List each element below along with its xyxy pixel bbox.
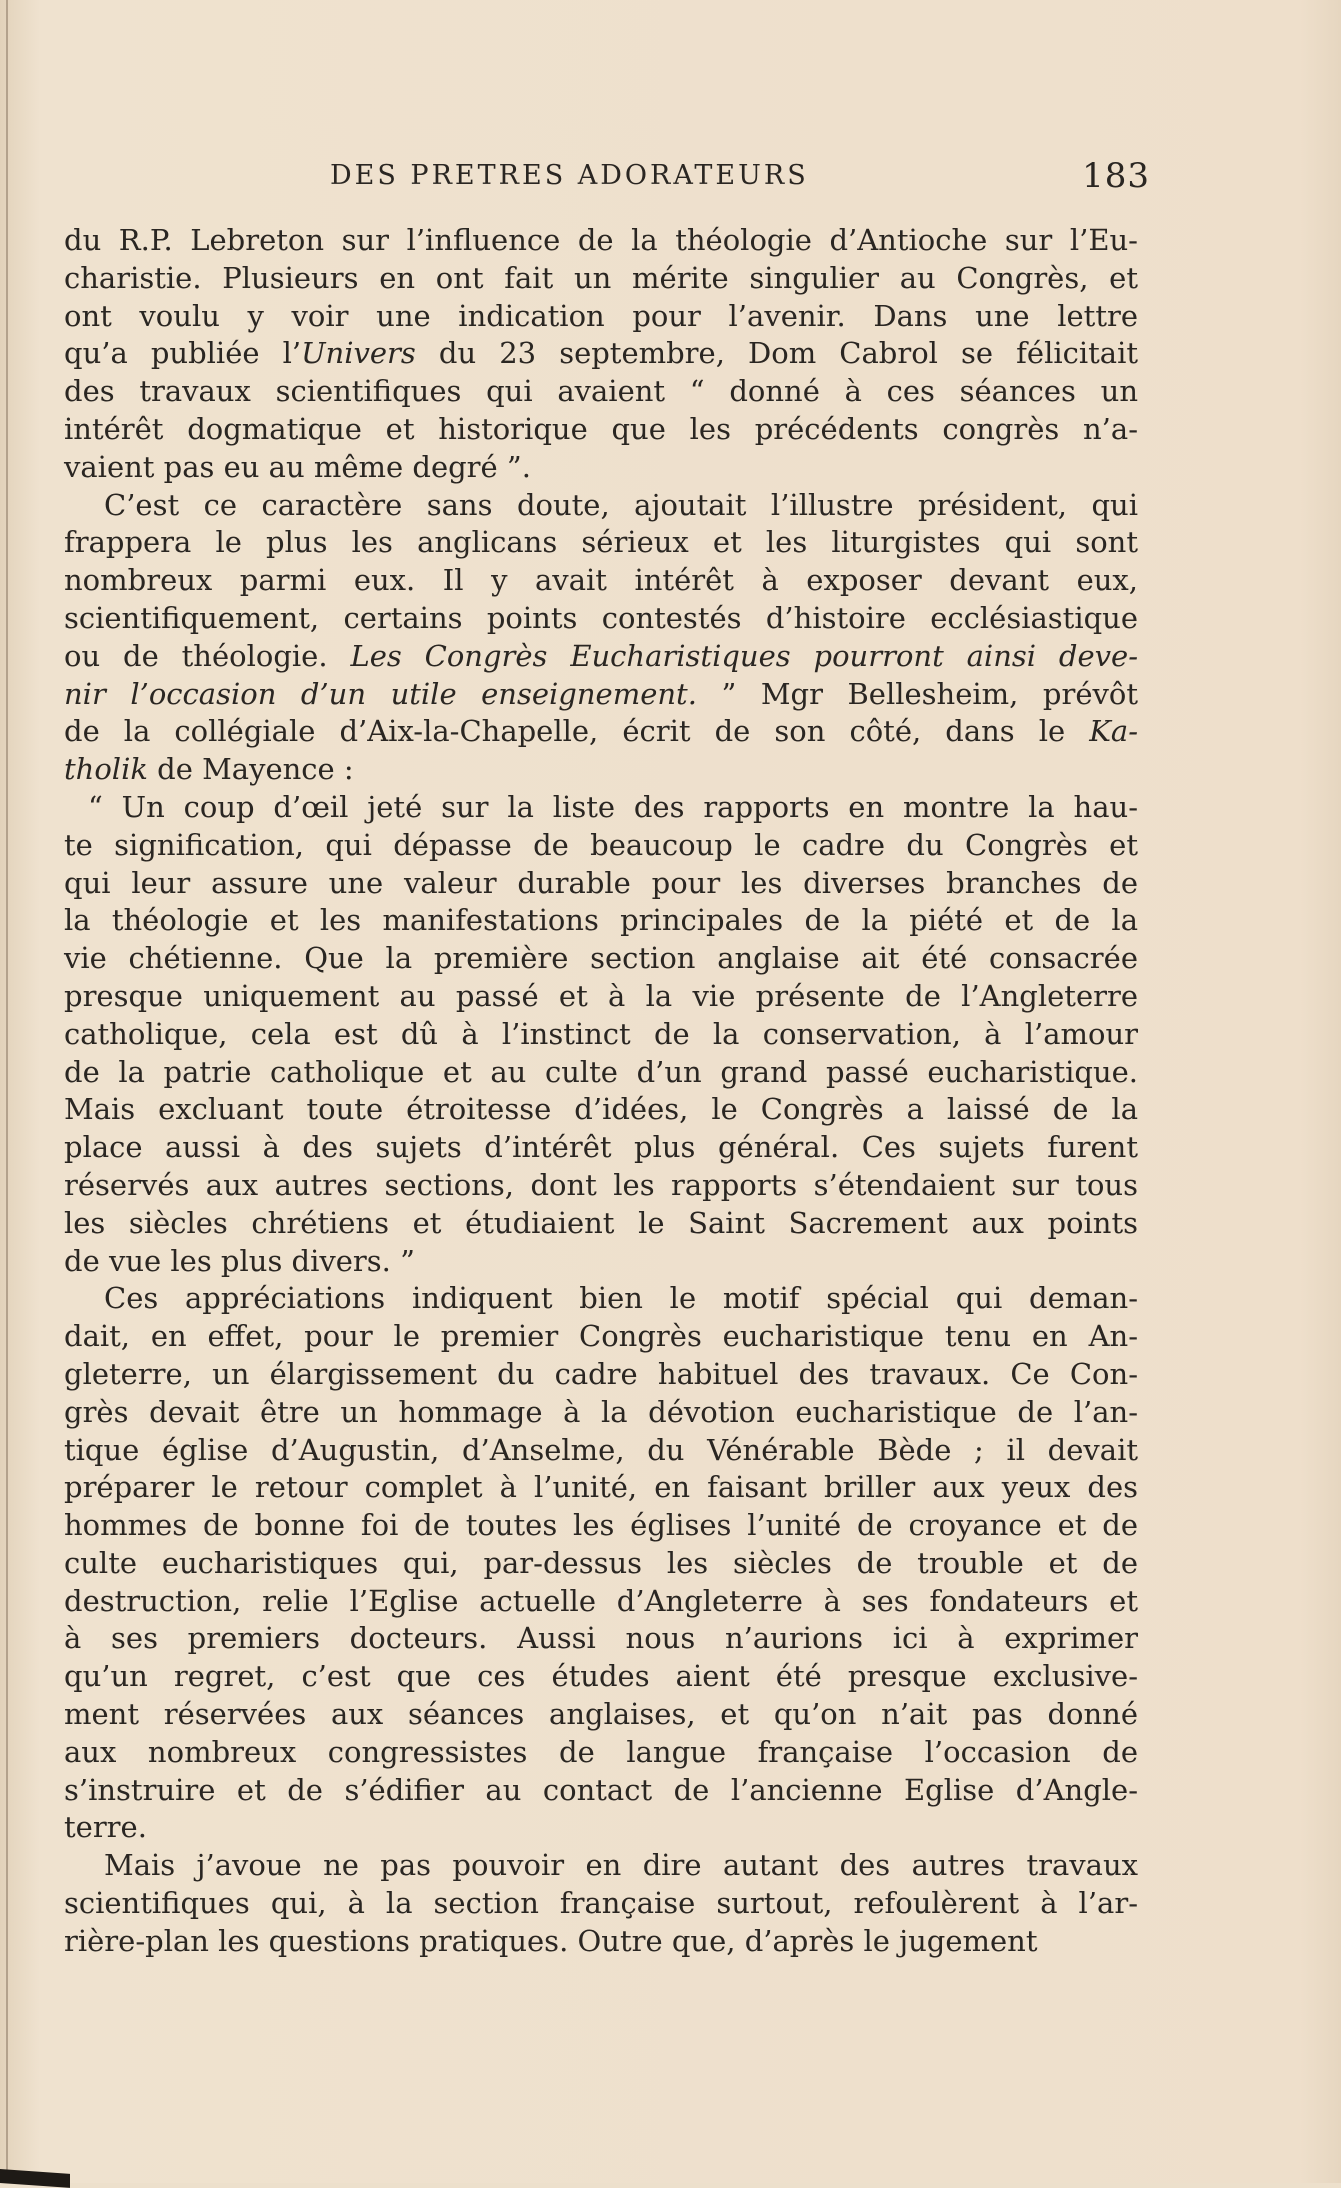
text-line: culte eucharistiques qui, par-dessus les siècles de trouble et de bbox=[64, 1545, 1138, 1580]
text-line: la théologie et les manifestations principales de la piété et de la bbox=[64, 903, 1138, 938]
page-header bbox=[60, 156, 1150, 200]
text-line: dait, en effet, pour le premier Congrès eucharistique tenu en An- bbox=[64, 1319, 1138, 1354]
binding-edge bbox=[6, 0, 8, 2183]
text-line: nombreux parmi eux. Il y avait intérêt à exposer devant eux, bbox=[64, 563, 1138, 598]
text-line: place aussi à des sujets d’intérêt plus général. Ces sujets furent bbox=[64, 1130, 1138, 1165]
text-line: scientifiques qui, à la section française surtout, refoulèrent à l’ar- bbox=[64, 1886, 1138, 1921]
text-line: intérêt dogmatique et historique que les précédents congrès n’a- bbox=[64, 411, 1138, 446]
text-line: des travaux scientifiques qui avaient “ donné à ces séances un bbox=[64, 374, 1138, 409]
text-line: scientifiquement, certains points contestés d’histoire ecclésiastique bbox=[64, 600, 1138, 635]
text-line: gleterre, un élargissement du cadre habituel des travaux. Ce Con- bbox=[64, 1356, 1138, 1391]
text-line: qu’un regret, c’est que ces études aient été presque exclusive- bbox=[64, 1659, 1138, 1694]
text-line: rière-plan les questions pratiques. Outre que, d’après le jugement bbox=[64, 1923, 1038, 1958]
text-line: ou de théologie. Les Congrès Eucharistiques pourront ainsi deve- bbox=[64, 638, 1138, 673]
text-line: vie chétienne. Que la première section anglaise ait été consacrée bbox=[64, 941, 1138, 976]
running-title: DES PRETRES ADORATEURS bbox=[330, 160, 809, 191]
text-line: catholique, cela est dû à l’instinct de la conservation, à l’amour bbox=[64, 1016, 1138, 1051]
text-line: nir l’occasion d’un utile enseignement. ” Mgr Bellesheim, prévôt bbox=[64, 676, 1138, 711]
text-line: destruction, relie l’Eglise actuelle d’Angleterre à ses fondateurs et bbox=[64, 1583, 1138, 1618]
paragraph bbox=[64, 1280, 1138, 1847]
text-line: les siècles chrétiens et étudiaient le Saint Sacrement aux points bbox=[64, 1205, 1138, 1240]
text-line: ont voulu y voir une indication pour l’avenir. Dans une lettre bbox=[64, 298, 1138, 333]
text-line: hommes de bonne foi de toutes les églises l’unité de croyance et de bbox=[64, 1508, 1138, 1543]
text-line: du R.P. Lebreton sur l’influence de la théologie d’Antioche sur l’Eu- bbox=[64, 223, 1138, 257]
page-number: 183 bbox=[1082, 156, 1150, 196]
text-line: “ Un coup d’œil jeté sur la liste des rapports en montre la hau- bbox=[88, 789, 1138, 824]
page-corner-mark bbox=[0, 2169, 70, 2188]
text-line: ment réservées aux séances anglaises, et qu’on n’ait pas donné bbox=[64, 1697, 1138, 1732]
text-line: de la collégiale d’Aix-la-Chapelle, écrit de son côté, dans le Ka- bbox=[64, 714, 1138, 749]
text-line: grès devait être un hommage à la dévotion eucharistique de l’an- bbox=[64, 1394, 1138, 1429]
text-line: charistie. Plusieurs en ont fait un mérite singulier au Congrès, et bbox=[64, 260, 1138, 295]
text-line: te signification, qui dépasse de beaucoup le cadre du Congrès et bbox=[64, 827, 1138, 862]
text-line: presque uniquement au passé et à la vie présente de l’Angleterre bbox=[64, 978, 1138, 1013]
text-line: Mais j’avoue ne pas pouvoir en dire autant des autres travaux bbox=[104, 1848, 1138, 1883]
text-line: de la patrie catholique et au culte d’un grand passé eucharistique. bbox=[64, 1054, 1138, 1089]
text-line: préparer le retour complet à l’unité, en faisant briller aux yeux des bbox=[64, 1470, 1138, 1505]
text-line: aux nombreux congressistes de langue française l’occasion de bbox=[64, 1734, 1138, 1769]
body-text bbox=[64, 222, 1138, 1961]
text-line: frappera le plus les anglicans sérieux et les liturgistes qui sont bbox=[64, 525, 1138, 560]
text-line: s’instruire et de s’édifier au contact de l’ancienne Eglise d’Angle- bbox=[64, 1772, 1138, 1807]
text-line: tholik de Mayence : bbox=[64, 752, 354, 787]
text-line: tique église d’Augustin, d’Anselme, du Vénérable Bède ; il devait bbox=[64, 1432, 1138, 1467]
text-line: qu’a publiée l’Univers du 23 septembre, Dom Cabrol se félicitait bbox=[64, 336, 1139, 371]
text-line: vaient pas eu au même degré ”. bbox=[64, 449, 531, 484]
text-line: de vue les plus divers. ” bbox=[64, 1243, 415, 1278]
text-line: Mais excluant toute étroitesse d’idées, le Congrès a laissé de la bbox=[64, 1092, 1138, 1127]
text-line: terre. bbox=[64, 1810, 147, 1845]
text-line: réservés aux autres sections, dont les rapports s’étendaient sur tous bbox=[64, 1167, 1138, 1202]
paragraph bbox=[64, 789, 1138, 1280]
paragraph bbox=[64, 1847, 1138, 1960]
text-line: qui leur assure une valeur durable pour les diverses branches de bbox=[64, 865, 1138, 900]
text-line: C’est ce caractère sans doute, ajoutait l’illustre président, qui bbox=[104, 487, 1138, 522]
paragraph bbox=[64, 222, 1138, 487]
text-line: à ses premiers docteurs. Aussi nous n’aurions ici à exprimer bbox=[64, 1621, 1138, 1656]
text-line: Ces appréciations indiquent bien le motif spécial qui deman- bbox=[104, 1281, 1138, 1316]
paragraph bbox=[64, 487, 1138, 789]
